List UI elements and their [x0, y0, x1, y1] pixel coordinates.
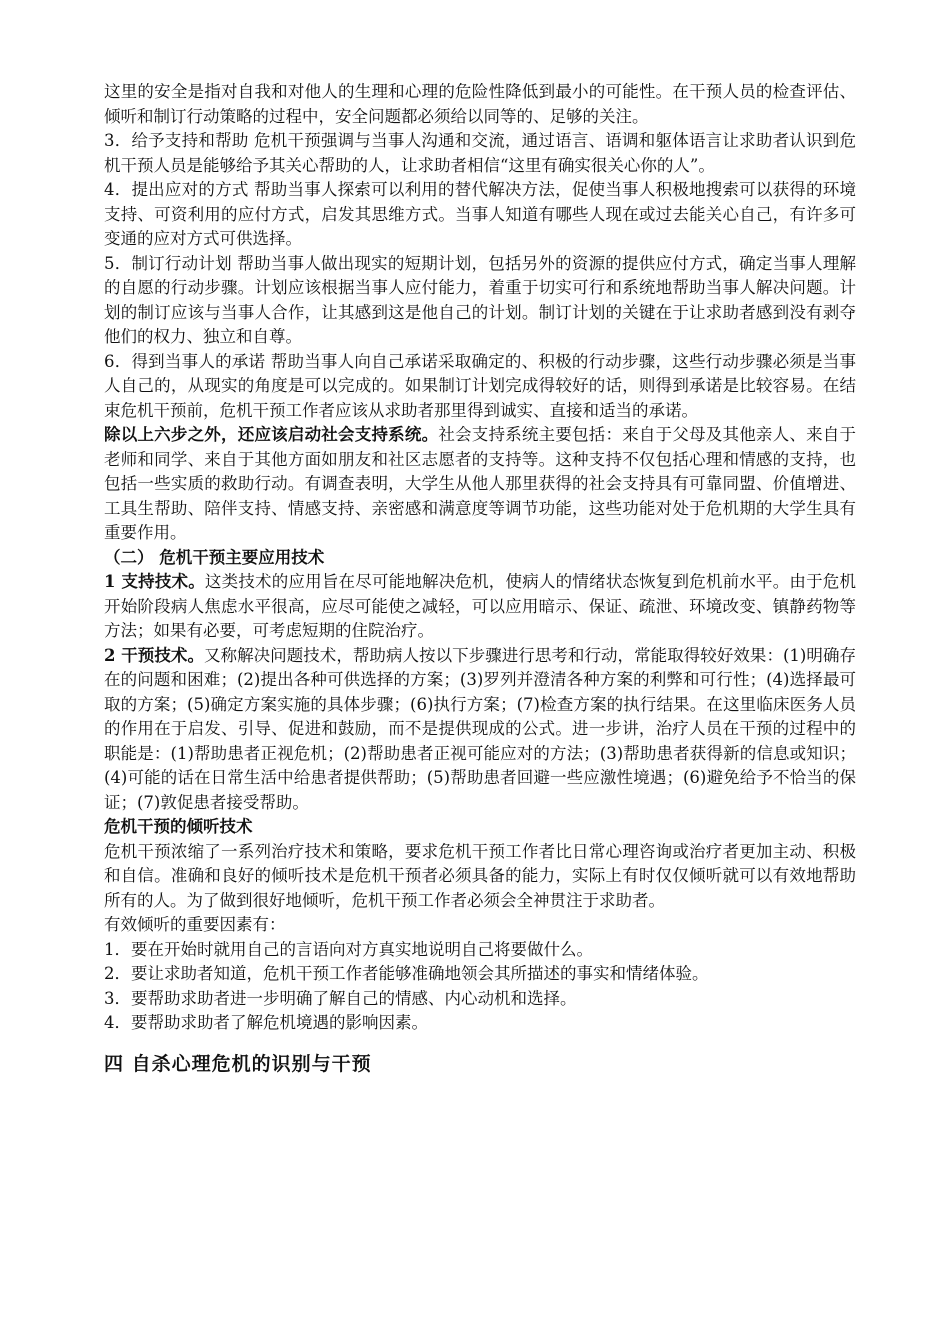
list-item: 4．要帮助求助者了解危机境遇的影响因素。	[104, 1013, 428, 1032]
social-support-text: 社会支持系统主要包括：来自于父母及其他亲人、来自于老师和同学、来自于其他方面如朋友和社区志愿者的支持等。这种支持不仅包括心理和情感的支持，也包括一些实质的救助行动。有调查表明，大学生从他人那里获得的社会支持具有可靠同盟、价值增进、工具生帮助、陪伴支持、情感支持、亲密感和满意度等调节功能，这些功能对处于危机期的大学生具有重要作用。	[104, 425, 857, 542]
document-page	[104, 80, 856, 1078]
list-item: 1．要在开始时就用自己的言语向对方真实地说明自己将要做什么。	[104, 939, 593, 959]
paragraph-social-support	[104, 423, 856, 546]
support-technique-text: 这类技术的应用旨在尽可能地解决危机，使病人的情绪状态恢复到危机前水平。由于危机开始阶段病人焦虑水平很高，应尽可能使之减轻，可以应用暗示、保证、疏泄、环境改变、镇静药物等方法；如果有必要，可考虑短期的住院治疗。	[104, 572, 856, 640]
social-support-lead: 除以上六步之外，还应该启动社会支持系统。	[104, 425, 439, 444]
paragraph-listening-factors-intro: 有效倾听的重要因素有：	[104, 915, 286, 934]
list-item: 3．要帮助求助者进一步明确了解自己的情感、内心动机和选择。	[104, 988, 577, 1008]
paragraph-safety: 这里的安全是指对自我和对他人的生理和心理的危险性降低到最小的可能性。在干预人员的检查评估、倾听和制订行动策略的过程中，安全问题都必须给以同等的、足够的关注。	[104, 82, 856, 126]
heading-listening-technique: 危机干预的倾听技术	[104, 817, 253, 836]
paragraph-intervention-technique	[104, 644, 856, 816]
paragraph-step-4: 4．提出应对的方式 帮助当事人探索可以利用的替代解决方法，促使当事人积极地搜索可以获得的环境支持、可资利用的应付方式，启发其思维方式。当事人知道有哪些人现在或过去能关心自己，有许多可变通的应对方式可供选择。	[104, 180, 856, 248]
intervention-technique-text: 又称解决问题技术，帮助病人按以下步骤进行思考和行动，常能取得较好效果：(1)明确存在的问题和困难；(2)提出各种可供选择的方案；(3)罗列并澄清各种方案的利弊和可行性；(4)选择最可取的方案；(5)确定方案实施的具体步骤；(6)执行方案；(7)检查方案的执行结果。在这里临床医务人员的作用在于启发、引导、促进和鼓励，而不是提供现成的公式。进一步讲，治疗人员在干预的过程中的职能是：(1)帮助患者正视危机；(2)帮助患者正视可能应对的方法；(3)帮助患者获得新的信息或知识；(4)可能的话在日常生活中给患者提供帮助；(5)帮助患者回避一些应激性境遇；(6)避免给予不恰当的保证；(7)敦促患者接受帮助。	[104, 645, 856, 812]
support-technique-lead: 1 支持技术。	[104, 572, 205, 591]
heading-intervention-techniques: （二） 危机干预主要应用技术	[104, 547, 325, 567]
heading-section-4: 四 自杀心理危机的识别与干预	[104, 1052, 372, 1075]
paragraph-step-5: 5．制订行动计划 帮助当事人做出现实的短期计划，包括另外的资源的提供应付方式，确定当事人理解的自愿的行动步骤。计划应该根据当事人应付能力，着重于切实可行和系统地帮助当事人解决问题。计划的制订应该与当事人合作，让其感到这是他自己的计划。制订计划的关键在于让求助者感到没有剥夺他们的权力、独立和自尊。	[104, 253, 856, 346]
paragraph-support-technique	[104, 570, 856, 644]
list-item: 2．要让求助者知道，危机干预工作者能够准确地领会其所描述的事实和情绪体验。	[104, 964, 709, 983]
paragraph-listening: 危机干预浓缩了一系列治疗技术和策略，要求危机干预工作者比日常心理咨询或治疗者更加主动、积极和自信。准确和良好的倾听技术是危机干预者必须具备的能力，实际上有时仅仅倾听就可以有效地帮助所有的人。为了做到很好地倾听，危机干预工作者必须会全神贯注于求助者。	[104, 841, 856, 910]
intervention-technique-lead: 2 干预技术。	[104, 645, 204, 665]
paragraph-step-6: 6．得到当事人的承诺 帮助当事人向自己承诺采取确定的、积极的行动步骤，这些行动步骤必须是当事人自己的，从现实的角度是可以完成的。如果制订计划完成得较好的话，则得到承诺是比较容易。在结束危机干预前，危机干预工作者应该从求助者那里得到诚实、直接和适当的承诺。	[104, 351, 856, 420]
paragraph-step-3: 3．给予支持和帮助 危机干预强调与当事人沟通和交流，通过语言、语调和躯体语言让求助者认识到危机干预人员是能够给予其关心帮助的人，让求助者相信“这里有确实很关心你的人”。	[104, 131, 856, 175]
